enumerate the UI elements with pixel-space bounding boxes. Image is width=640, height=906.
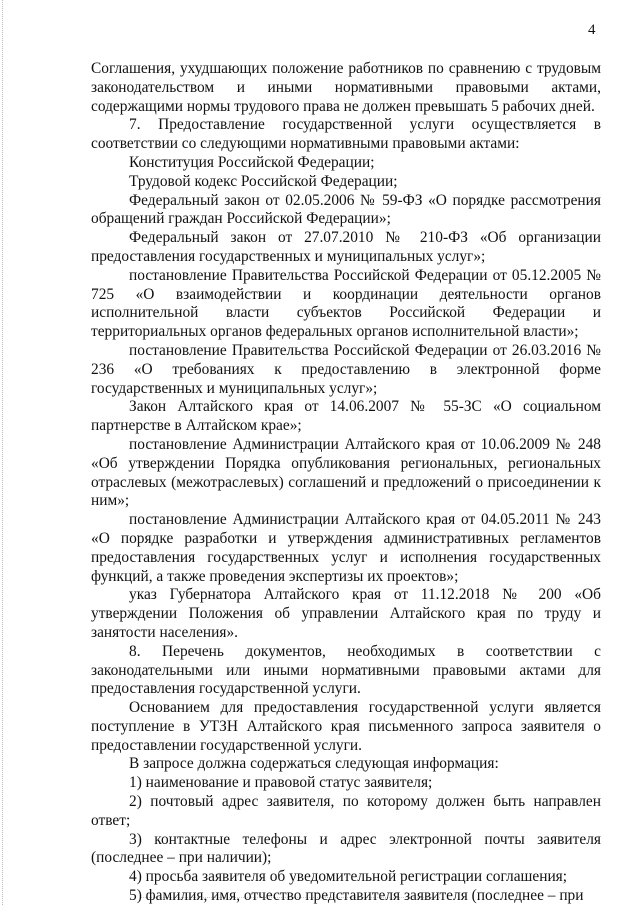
paragraph-law-59fz: Федеральный закон от 02.05.2006 № 59-ФЗ «О порядке рассмотрения обращений граждан Российской Федерации»;: [91, 191, 601, 228]
paragraph-law-55zs: Закон Алтайского края от 14.06.2007 № 55-ЗС «О социальном партнерстве в Алтайском крае»;: [91, 398, 601, 435]
paragraph-continuation: Соглашения, ухудшающих положение работников по сравнению с трудовым законодательством и иными нормативными правовыми актами, содержащими нормы трудового права не должен превышать 5 рабочих дней.: [91, 60, 601, 115]
paragraph-labor-code: Трудовой кодекс Российской Федерации;: [129, 172, 398, 190]
scan-edge-marks: [2, 0, 7, 905]
paragraph-decree-200: указ Губернатора Алтайского края от 11.12.2018 № 200 «Об утверждении Положения об управлении Алтайского края по труду и занятости населения».: [91, 586, 601, 641]
paragraph-law-210fz: Федеральный закон от 27.07.2010 № 210-ФЗ «Об организации предоставления государственных и муниципальных услуг»;: [91, 229, 601, 265]
paragraph-constitution: Конституция Российской Федерации;: [129, 153, 375, 171]
paragraph-resolution-243: постановление Администрации Алтайского края от 04.05.2011 № 243 «О порядке разработки и утверждения административных регламентов предоставления государственных услуг и исполнения государственных функций, а также проведения экспертизы их проектов»;: [91, 511, 601, 585]
paragraph-request-info: В запросе должна содержаться следующая информация:: [129, 755, 499, 773]
list-item-2: 2) почтовый адрес заявителя, по которому должен быть направлен ответ;: [91, 793, 601, 829]
page-number: 4: [588, 22, 596, 38]
paragraph-item-7: 7. Предоставление государственной услуги осуществляется в соответствии со следующими нормативными правовыми актами:: [91, 116, 601, 153]
document-body: [91, 60, 601, 906]
paragraph-resolution-725: постановление Правительства Российской Федерации от 05.12.2005 № 725 «О взаимодействии и координации деятельности органов исполнительной власти субъектов Российской Федерации и территориальных органов федеральных органов исполнительной власти»;: [91, 266, 601, 341]
list-item-5: 5) фамилия, имя, отчество представителя заявителя (последнее – при: [129, 887, 584, 905]
list-item-1: 1) наименование и правовой статус заявителя;: [129, 774, 433, 792]
list-item-3: 3) контактные телефоны и адрес электронной почты заявителя (последнее – при наличии);: [91, 830, 601, 867]
paragraph-item-8: 8. Перечень документов, необходимых в соответствии с законодательными или иными нормативными правовыми актами для предоставления государственной услуги.: [91, 642, 601, 698]
list-item-4: 4) просьба заявителя об уведомительной регистрации соглашения;: [129, 868, 568, 886]
paragraph-resolution-248: постановление Администрации Алтайского края от 10.06.2009 № 248 «Об утверждении Порядка опубликования региональных, региональных отраслевых (межотраслевых) соглашений и предложений о присоединении к ним»;: [91, 435, 601, 510]
paragraph-basis: Основанием для предоставления государственной услуги является поступление в УТЗН Алтайского края письменного запроса заявителя о предоставлении государственной услуги.: [91, 699, 601, 754]
paragraph-resolution-236: постановление Правительства Российской Федерации от 26.03.2016 № 236 «О требованиях к предоставлению в электронной форме государственных и муниципальных услуг»;: [91, 341, 601, 397]
